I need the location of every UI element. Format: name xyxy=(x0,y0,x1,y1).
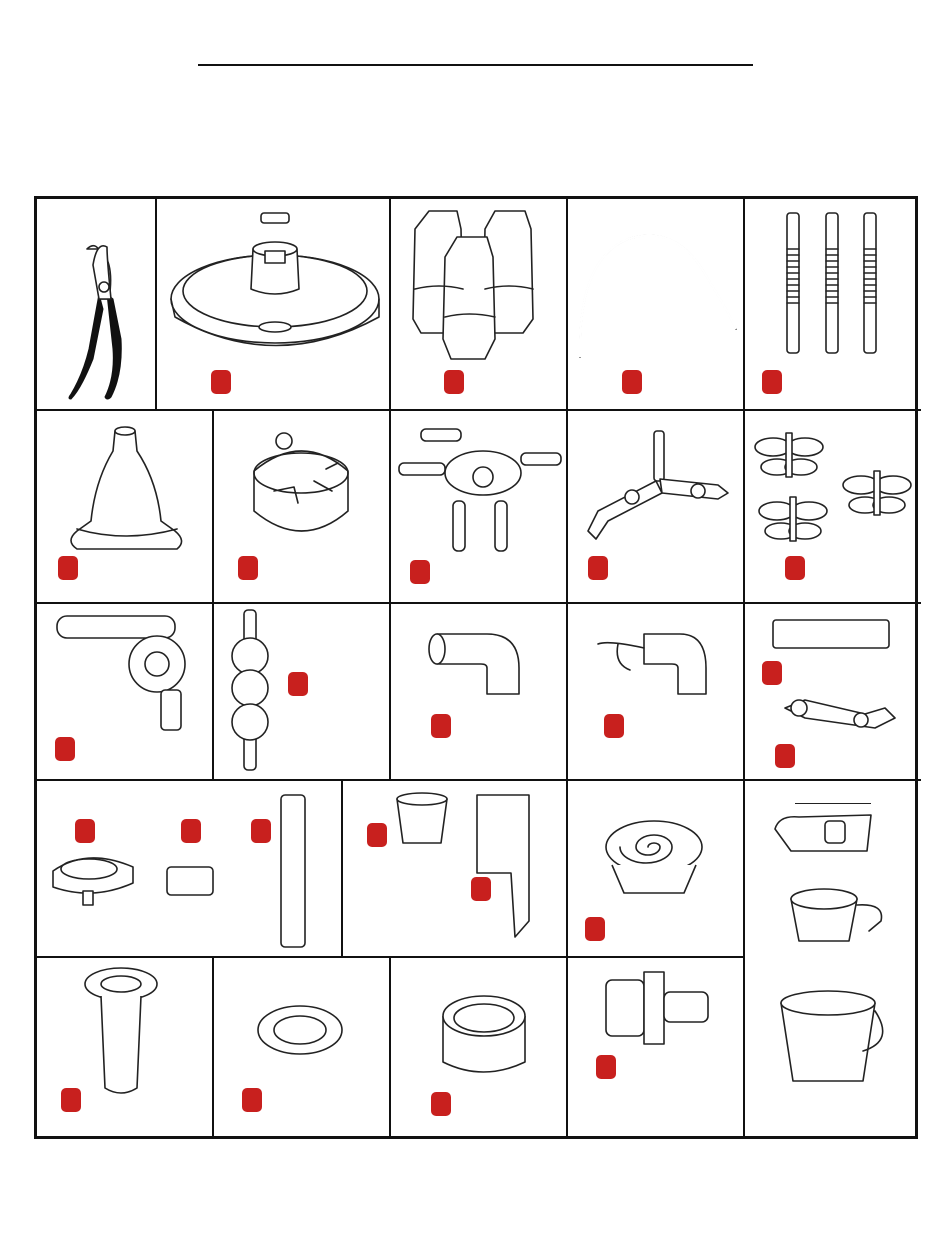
cell-funnel xyxy=(37,958,214,1136)
cell-small-parts xyxy=(37,781,343,958)
part-badge xyxy=(431,1092,451,1116)
part-badge xyxy=(75,819,95,843)
part-badge xyxy=(410,560,430,584)
part-badge xyxy=(181,819,201,843)
cell-accessories xyxy=(745,781,921,1136)
cell-containers xyxy=(391,199,568,411)
elbow-spout-icon xyxy=(568,604,745,781)
part-badge xyxy=(58,556,78,580)
part-badge xyxy=(431,714,451,738)
part-badge xyxy=(444,370,464,394)
part-badge xyxy=(604,714,624,738)
part-badge xyxy=(238,556,258,580)
page-title xyxy=(198,40,753,60)
cell-base-tub xyxy=(157,199,391,411)
cell-pipe-wheel xyxy=(37,604,214,781)
cell-spiral-disc xyxy=(568,781,745,958)
part-badge xyxy=(622,370,642,394)
small-parts-icon xyxy=(37,781,343,958)
parts-grid xyxy=(34,196,918,1139)
cell-hose-adapter xyxy=(568,958,745,1136)
part-badge xyxy=(211,370,231,394)
hose-adapter-icon xyxy=(568,958,745,1136)
cell-frame-connector xyxy=(391,411,568,604)
part-badge xyxy=(588,556,608,580)
cell-elbow-spout xyxy=(568,604,745,781)
part-badge xyxy=(61,1088,81,1112)
part-badge xyxy=(785,556,805,580)
cell-pliers xyxy=(37,199,157,411)
threaded-nut-icon xyxy=(391,958,568,1136)
part-badge xyxy=(596,1055,616,1079)
part-badge xyxy=(242,1088,262,1112)
part-badge xyxy=(251,819,271,843)
part-badge xyxy=(367,823,387,847)
cell-tube xyxy=(568,199,745,411)
part-badge xyxy=(762,661,782,685)
cell-spinner-column xyxy=(214,604,391,781)
cell-spring-posts xyxy=(745,199,921,411)
accessories-icon xyxy=(745,781,921,1136)
propellers-icon xyxy=(745,411,921,604)
title-underline xyxy=(198,64,753,66)
cell-threaded-nut xyxy=(391,958,568,1136)
part-badge xyxy=(762,370,782,394)
short-pipe-icon xyxy=(745,604,921,781)
cell-propellers xyxy=(745,411,921,604)
cell-cone-fountain xyxy=(37,411,214,604)
cell-elbow xyxy=(391,604,568,781)
tube-icon xyxy=(568,199,745,411)
pliers-icon xyxy=(37,199,157,411)
containers-icon xyxy=(391,199,568,411)
part-badge xyxy=(775,744,795,768)
cup-bracket-icon xyxy=(343,781,568,958)
base-tub-icon xyxy=(157,199,391,411)
cell-short-pipe-cap xyxy=(745,604,921,781)
part-badge xyxy=(55,737,75,761)
cell-hub-top xyxy=(214,411,391,604)
part-badge xyxy=(288,672,308,696)
cell-pipe-assembly xyxy=(568,411,745,604)
cell-cup-bracket xyxy=(343,781,568,958)
cell-ring xyxy=(214,958,391,1136)
ring-icon xyxy=(214,958,391,1136)
part-badge xyxy=(585,917,605,941)
elbow-icon xyxy=(391,604,568,781)
part-badge xyxy=(471,877,491,901)
